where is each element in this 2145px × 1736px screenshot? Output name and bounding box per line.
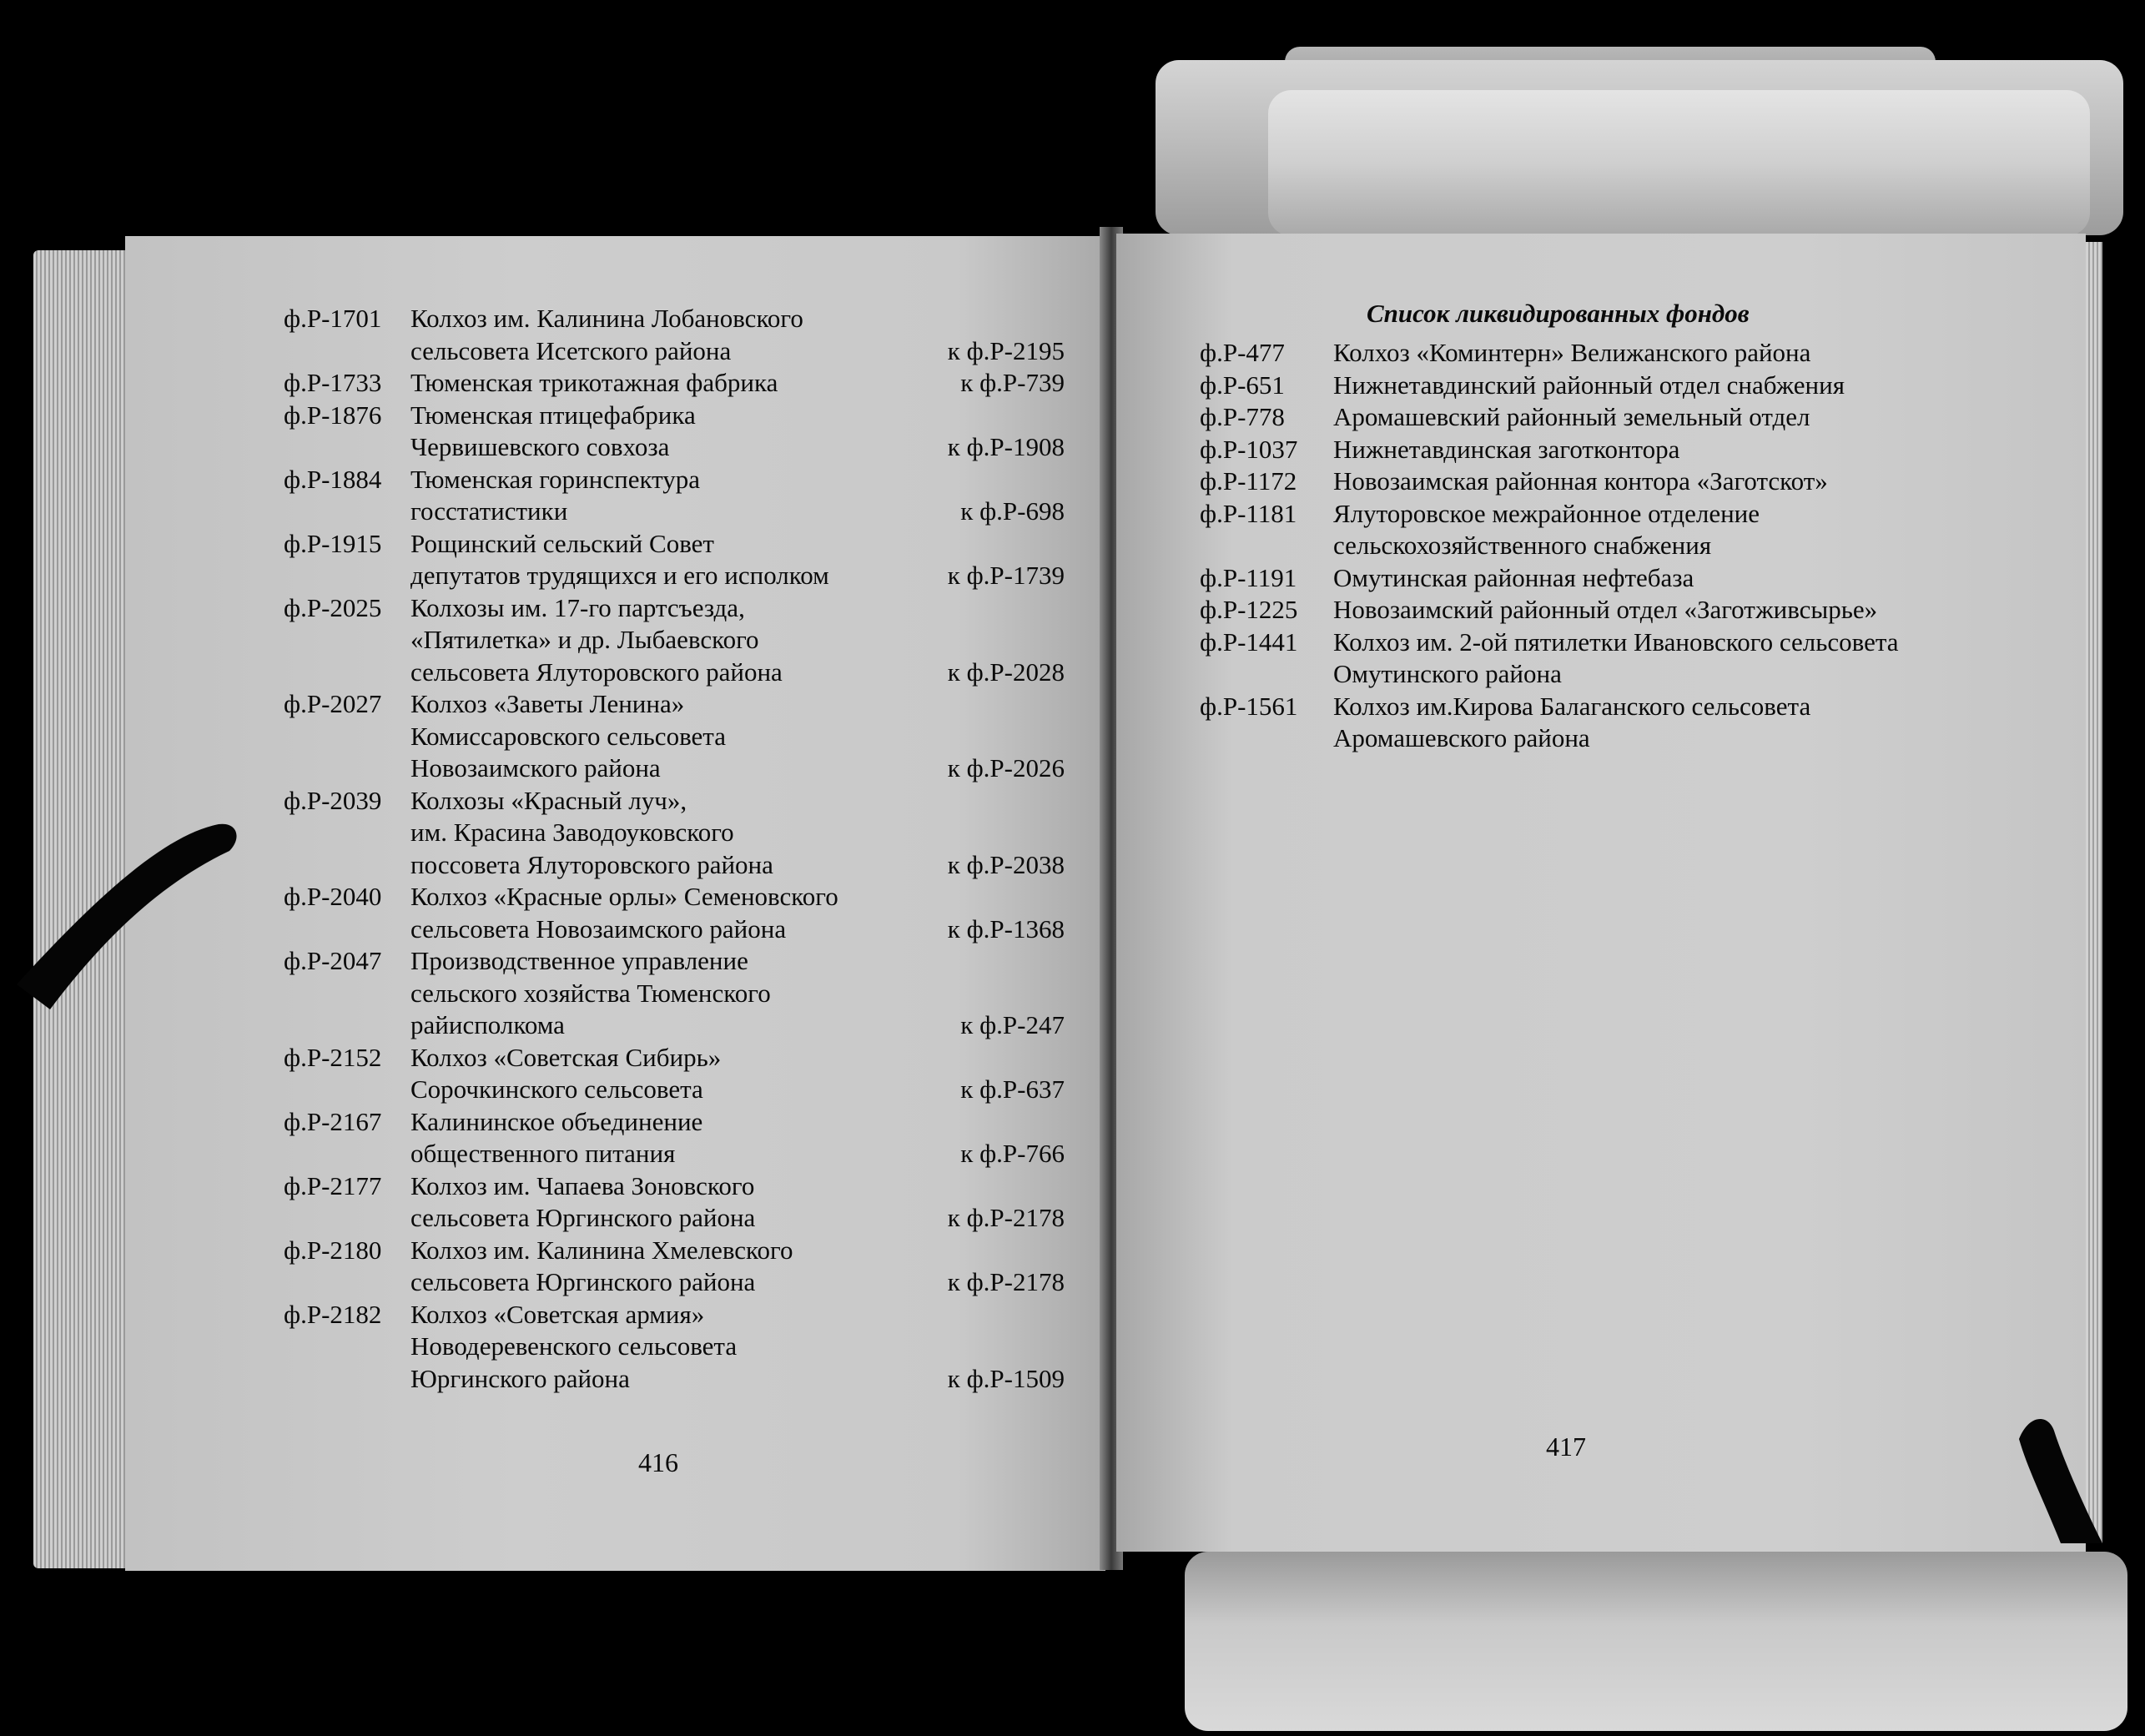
fond-entry <box>284 592 1065 689</box>
fond-entry <box>1200 465 2034 498</box>
fond-description-text: сельскохозяйственного снабжения <box>1333 531 1712 560</box>
fond-description-text: сельсовета Исетского района <box>410 335 732 365</box>
fond-merged-reference: к ф.Р-1739 <box>947 561 1065 590</box>
fond-description-text: Колхозы им. 17-го партсъезда, <box>410 592 745 622</box>
fond-description <box>1333 594 2034 626</box>
fond-description-line <box>410 817 1035 849</box>
fond-entry <box>1200 337 2034 370</box>
fond-code: ф.Р-1441 <box>1200 626 1298 657</box>
fond-entry <box>1200 626 2034 691</box>
fond-code: ф.Р-1733 <box>284 368 382 397</box>
fond-description-text: Новодеревенского сельсовета <box>410 1331 738 1361</box>
fond-description-text: Калининское объединение <box>410 1106 703 1136</box>
fond-code: ф.Р-2152 <box>284 1042 382 1072</box>
fond-description <box>1333 562 2034 595</box>
fond-description <box>410 1042 1065 1106</box>
fond-description <box>410 1170 1065 1235</box>
fond-code: ф.Р-1915 <box>284 528 382 558</box>
fond-merged-reference: к ф.Р-2038 <box>947 849 1065 879</box>
fond-description-line <box>410 1235 1035 1267</box>
fond-description-text: госстатистики <box>410 496 568 526</box>
fond-description-text: Колхоз им. Чапаева Зоновского <box>410 1170 755 1200</box>
fond-code: ф.Р-2040 <box>284 882 382 911</box>
fond-description-text: сельсовета Юргинского района <box>410 1203 756 1232</box>
fond-description <box>1333 691 2034 755</box>
fond-description <box>1333 337 2034 370</box>
fond-description-line <box>410 624 1035 657</box>
fond-description-text: Колхозы «Красный луч», <box>410 785 687 815</box>
fond-description-line <box>410 335 1065 368</box>
fond-code: ф.Р-2182 <box>284 1299 382 1329</box>
fond-description-line <box>1333 337 2034 370</box>
fond-description-line <box>410 913 1065 946</box>
fond-description-line <box>1333 562 2034 595</box>
fond-description-text: Колхоз «Советская Сибирь» <box>410 1042 722 1072</box>
fond-description-text: поссовета Ялуторовского района <box>410 849 773 879</box>
fond-description-line <box>1333 465 2034 498</box>
fond-description-text: Комиссаровского сельсовета <box>410 721 726 751</box>
fond-entry <box>284 464 1065 528</box>
fond-code: ф.Р-778 <box>1200 402 1285 431</box>
fond-description <box>1333 434 2034 466</box>
fond-merged-reference: к ф.Р-1908 <box>947 432 1065 461</box>
fond-description-text: Тюменская горинспектура <box>410 464 701 494</box>
fond-description <box>410 592 1065 689</box>
fond-description-text: им. Красина Заводоуковского <box>410 818 734 847</box>
fond-entry <box>284 1106 1065 1170</box>
fond-description-text: сельского хозяйства Тюменского <box>410 978 771 1008</box>
fond-description-text: сельсовета Новозаимского района <box>410 913 787 943</box>
fond-description-text: общественного питания <box>410 1139 676 1168</box>
fond-description-line <box>410 464 1035 496</box>
fond-description-text: Омутинская районная нефтебаза <box>1333 562 1694 592</box>
fond-entry <box>1200 498 2034 562</box>
fond-description <box>410 1299 1065 1396</box>
left-page-entry-list <box>284 303 1065 1395</box>
foam-support-bottom <box>1185 1552 2127 1731</box>
fond-description-line <box>410 1009 1065 1042</box>
fond-description-line <box>410 560 1065 592</box>
fond-code: ф.Р-2039 <box>284 785 382 815</box>
fond-description <box>410 945 1065 1042</box>
fond-description-text: Колхоз «Заветы Ленина» <box>410 689 685 718</box>
fond-description-text: Ялуторовское межрайонное отделение <box>1333 498 1760 528</box>
fond-description <box>1333 370 2034 402</box>
right-page-number: 417 <box>1546 1432 1586 1462</box>
fond-entry <box>284 785 1065 882</box>
fond-code: ф.Р-2177 <box>284 1170 382 1200</box>
fond-merged-reference: к ф.Р-2178 <box>947 1203 1065 1232</box>
fond-code: ф.Р-2180 <box>284 1235 382 1265</box>
fond-description-line <box>1333 658 2034 691</box>
fond-merged-reference: к ф.Р-739 <box>960 368 1065 397</box>
right-page-entry-list <box>1200 337 2034 755</box>
right-page-title: Список ликвидированных фондов <box>1367 299 1750 328</box>
fond-description-text: Юргинского района <box>410 1363 630 1393</box>
fond-code: ф.Р-1225 <box>1200 595 1298 624</box>
fond-entry <box>1200 401 2034 434</box>
fond-description <box>410 400 1065 464</box>
fond-description-text: Червишевского совхоза <box>410 432 670 461</box>
fond-merged-reference: к ф.Р-1509 <box>947 1363 1065 1393</box>
fond-description <box>1333 626 2034 691</box>
fond-description-text: Новозаимский районный отдел «Заготживсырье» <box>1333 595 1878 624</box>
fond-description-line <box>1333 722 2034 755</box>
fond-description-line <box>410 721 1035 753</box>
fond-description-line <box>410 496 1065 528</box>
fond-description-line <box>410 1331 1035 1363</box>
fond-description-text: Колхоз «Красные орлы» Семеновского <box>410 882 838 911</box>
fond-description-line <box>410 1202 1065 1235</box>
fond-description-line <box>1333 370 2034 402</box>
fond-description-text: «Пятилетка» и др. Лыбаевского <box>410 625 759 654</box>
fond-description-line <box>410 367 1065 400</box>
fond-entry <box>284 688 1065 785</box>
fond-entry <box>1200 594 2034 626</box>
fond-description-line <box>410 1042 1035 1074</box>
fond-entry <box>284 945 1065 1042</box>
fond-entry <box>1200 562 2034 595</box>
fond-code: ф.Р-2025 <box>284 592 382 622</box>
fond-code: ф.Р-1561 <box>1200 691 1298 721</box>
fond-merged-reference: к ф.Р-2178 <box>947 1267 1065 1296</box>
fond-description-text: Колхоз им. 2-ой пятилетки Ивановского сельсовета <box>1333 626 1899 657</box>
fond-description <box>410 367 1065 400</box>
fond-description-text: Аромашевский районный земельный отдел <box>1333 402 1810 431</box>
fond-description-text: Нижнетавдинский районный отдел снабжения <box>1333 370 1845 400</box>
fond-merged-reference: к ф.Р-1368 <box>947 913 1065 943</box>
fond-description <box>410 1235 1065 1299</box>
fond-merged-reference: к ф.Р-2195 <box>947 335 1065 365</box>
fond-description-line <box>410 752 1065 785</box>
fond-description-line <box>410 303 1035 335</box>
fond-description-line <box>1333 530 2034 562</box>
fond-description-text: Сорочкинского сельсовета <box>410 1074 703 1104</box>
fond-code: ф.Р-1884 <box>284 464 382 494</box>
fond-description <box>410 528 1065 592</box>
fond-description-line <box>1333 626 2034 659</box>
fond-description-text: депутатов трудящихся и его исполком <box>410 561 829 590</box>
fond-entry <box>1200 434 2034 466</box>
fond-code: ф.Р-477 <box>1200 338 1285 367</box>
fond-description-text: Колхоз им. Калинина Хмелевского <box>410 1235 793 1265</box>
fond-entry <box>284 1042 1065 1106</box>
fond-entry <box>1200 691 2034 755</box>
fond-description-text: сельсовета Ялуторовского района <box>410 657 783 687</box>
fond-description-text: Производственное управление <box>410 946 748 975</box>
fond-code: ф.Р-1876 <box>284 400 382 430</box>
fond-code: ф.Р-1191 <box>1200 562 1297 592</box>
fond-merged-reference: к ф.Р-247 <box>960 1010 1065 1039</box>
fond-code: ф.Р-2167 <box>284 1106 382 1136</box>
fond-code: ф.Р-1172 <box>1200 466 1297 496</box>
fond-description-text: райисполкома <box>410 1010 565 1039</box>
fond-description-text: Нижнетавдинская заготконтора <box>1333 434 1680 464</box>
fond-description <box>1333 401 2034 434</box>
fond-description-text: Омутинского района <box>1333 659 1562 688</box>
fond-description-line <box>410 657 1065 689</box>
fond-description-text: Тюменская птицефабрика <box>410 400 696 430</box>
left-page <box>125 236 1105 1571</box>
fond-code: ф.Р-1701 <box>284 304 382 333</box>
fond-description-line <box>410 1170 1035 1203</box>
fond-code: ф.Р-1037 <box>1200 434 1298 464</box>
fond-description <box>410 1106 1065 1170</box>
fond-code: ф.Р-2027 <box>284 689 382 718</box>
fond-description-line <box>410 849 1065 882</box>
fond-description-text: Колхоз им.Кирова Балаганского сельсовета <box>1333 691 1811 721</box>
fond-description-text: Колхоз им. Калинина Лобановского <box>410 304 803 333</box>
fond-description-line <box>410 400 1035 432</box>
fond-code: ф.Р-1181 <box>1200 498 1297 528</box>
fond-description-line <box>1333 434 2034 466</box>
fond-description-line <box>1333 401 2034 434</box>
fond-entry <box>284 1170 1065 1235</box>
fond-description-line <box>410 945 1035 978</box>
fond-description-text: Колхоз «Коминтерн» Велижанского района <box>1333 338 1811 367</box>
fond-merged-reference: к ф.Р-698 <box>960 496 1065 526</box>
fond-description-text: Новозаимского района <box>410 753 661 782</box>
fond-merged-reference: к ф.Р-637 <box>960 1074 1065 1104</box>
fond-description-line <box>410 978 1035 1010</box>
fond-description <box>410 303 1065 367</box>
fond-entry <box>284 400 1065 464</box>
right-page <box>1116 234 2086 1552</box>
fond-description-text: Аромашевского района <box>1333 723 1590 752</box>
left-page-number: 416 <box>638 1447 678 1477</box>
fond-entry <box>284 881 1065 945</box>
fond-description-line <box>410 1138 1065 1170</box>
fond-description-line <box>410 528 1035 561</box>
fond-merged-reference: к ф.Р-2028 <box>947 657 1065 687</box>
fond-merged-reference: к ф.Р-2026 <box>947 753 1065 782</box>
fond-description-line <box>410 1363 1065 1396</box>
fond-description-text: Колхоз «Советская армия» <box>410 1299 705 1329</box>
fond-description <box>1333 465 2034 498</box>
fond-description-text: Тюменская трикотажная фабрика <box>410 368 778 397</box>
fond-entry <box>284 528 1065 592</box>
fond-entry <box>284 367 1065 400</box>
fond-description-line <box>410 1074 1065 1106</box>
fond-entry <box>1200 370 2034 402</box>
foam-support-top-front <box>1268 90 2090 236</box>
fond-description-line <box>1333 691 2034 723</box>
fond-code: ф.Р-2047 <box>284 946 382 975</box>
fond-description-line <box>1333 594 2034 626</box>
fond-description <box>410 464 1065 528</box>
fond-description-line <box>410 1299 1035 1331</box>
fond-description-line <box>410 1106 1035 1139</box>
fond-description-text: сельсовета Юргинского района <box>410 1267 756 1296</box>
fond-merged-reference: к ф.Р-766 <box>960 1139 1065 1168</box>
fond-description-text: Рощинский сельский Совет <box>410 528 714 558</box>
fond-description-line <box>410 881 1035 913</box>
fond-entry <box>284 1235 1065 1299</box>
fond-description <box>410 881 1065 945</box>
fond-description <box>410 688 1065 785</box>
fond-description-line <box>410 688 1035 721</box>
fond-description-line <box>410 1266 1065 1299</box>
fond-entry <box>284 1299 1065 1396</box>
fond-description-line <box>410 431 1065 464</box>
fond-description-line <box>1333 498 2034 531</box>
fond-description-line <box>410 785 1035 818</box>
fond-entry <box>284 303 1065 367</box>
fond-code: ф.Р-651 <box>1200 370 1285 400</box>
fond-description-text: Новозаимская районная контора «Заготскот» <box>1333 466 1828 496</box>
fond-description-line <box>410 592 1035 625</box>
fond-description <box>410 785 1065 882</box>
fond-description <box>1333 498 2034 562</box>
